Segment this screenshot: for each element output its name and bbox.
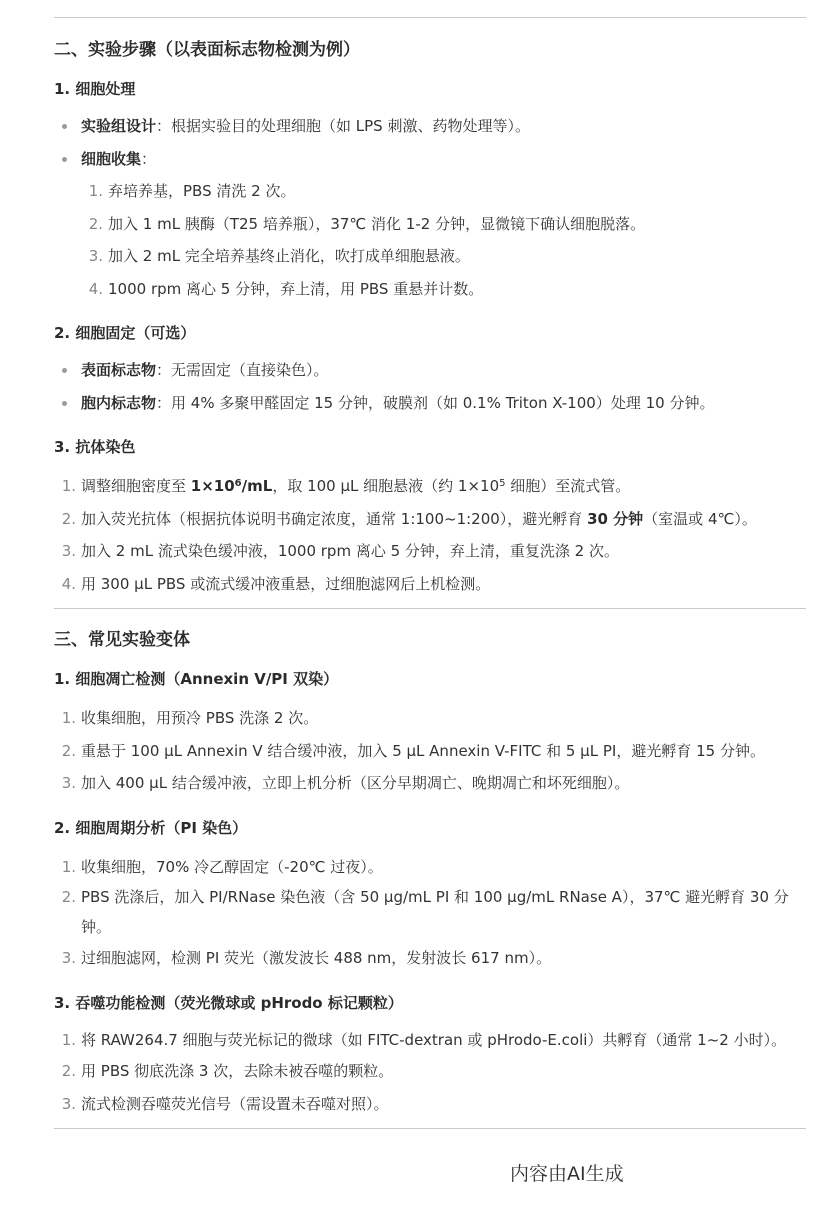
step-number: 2. xyxy=(61,1062,76,1080)
item-label: 胞内标志物 xyxy=(81,393,157,412)
superscript: 5 xyxy=(499,478,506,489)
step-number: 1. xyxy=(88,182,103,200)
step-text: 弃培养基，PBS 清洗 2 次。 xyxy=(108,182,296,200)
step-text: 1000 rpm 离心 5 分钟，弃上清，用 PBS 重悬并计数。 xyxy=(108,279,484,298)
step-number: 2. xyxy=(61,888,76,906)
step-item xyxy=(54,883,806,942)
item-label: 细胞收集 xyxy=(81,149,142,168)
section-heading-experiment-steps: 二、实验步骤（以表面标志物检测为例） xyxy=(54,40,360,60)
step-number: 1. xyxy=(61,477,76,495)
divider xyxy=(54,608,806,609)
step-item xyxy=(54,1026,806,1056)
list-item xyxy=(54,387,806,420)
step-text: 过细胞滤网，检测 PI 荧光（激发波长 488 nm，发射波长 617 nm）。 xyxy=(81,949,552,967)
divider xyxy=(54,17,806,18)
step-number: 3. xyxy=(61,542,76,560)
step-number: 3. xyxy=(61,774,76,792)
step-text: 加入 400 µL 结合缓冲液，立即上机分析（区分早期凋亡、晚期凋亡和坏死细胞）。 xyxy=(81,774,630,792)
step-number: 1. xyxy=(61,1030,76,1049)
subheading-antibody-staining: 3. 抗体染色 xyxy=(54,438,136,456)
cell-harvest-steps xyxy=(54,175,806,305)
step-number: 2. xyxy=(61,509,76,528)
list-item xyxy=(54,110,806,143)
step-text: 加入 1 mL 胰酶（T25 培养瓶），37℃ 消化 1-2 分钟，显微镜下确认细胞脱落。 xyxy=(108,214,646,233)
item-text: ：用 4% 多聚甲醛固定 15 分钟，破膜剂（如 0.1% Triton X-100）处理 10 分钟。 xyxy=(156,393,715,412)
antibody-staining-steps xyxy=(54,470,806,600)
step-item xyxy=(54,240,806,273)
step-number: 4. xyxy=(61,574,76,593)
step-text: 收集细胞，用预冷 PBS 洗涤 2 次。 xyxy=(81,709,319,727)
incubation-time: 30 分钟 xyxy=(587,509,644,528)
item-text: ：无需固定（直接染色）。 xyxy=(156,361,329,379)
item-label: 表面标志物 xyxy=(81,361,157,379)
step-text: 加入 2 mL 完全培养基终止消化，吹打成单细胞悬液。 xyxy=(108,247,470,265)
text-part: ，取 100 µL 细胞悬液（约 1×10 xyxy=(272,477,500,495)
list-item xyxy=(54,354,806,387)
step-text: 重悬于 100 µL Annexin V 结合缓冲液，加入 5 µL Annexin V-FITC 和 5 µL PI，避光孵育 15 分钟。 xyxy=(81,741,765,760)
text-part: 细胞）至流式管。 xyxy=(505,477,631,495)
section-heading-variants: 三、常见实验变体 xyxy=(54,630,190,650)
step-item xyxy=(54,1055,806,1088)
text-part: 1×10 xyxy=(190,477,235,495)
step-item xyxy=(54,208,806,241)
subheading-apoptosis: 1. 细胞凋亡检测（Annexin V/PI 双染） xyxy=(54,670,339,688)
cell-processing-list xyxy=(54,110,806,175)
apoptosis-steps xyxy=(54,702,806,800)
phagocytosis-steps xyxy=(54,1026,806,1121)
step-text xyxy=(81,470,806,503)
step-number: 3. xyxy=(88,247,103,265)
step-number: 4. xyxy=(88,279,103,298)
step-number: 1. xyxy=(61,709,76,727)
step-item xyxy=(54,1088,806,1121)
step-text: PBS 洗涤后，加入 PI/RNase 染色液（含 50 µg/mL PI 和 100 µg/mL RNase A），37℃ 避光孵育 30 分钟。 xyxy=(81,888,789,936)
subheading-cell-processing: 1. 细胞处理 xyxy=(54,80,136,98)
step-text: 流式检测吞噬荧光信号（需设置未吞噬对照）。 xyxy=(81,1094,389,1113)
step-number: 3. xyxy=(61,949,76,967)
cell-density-value xyxy=(191,477,273,495)
step-text: 用 PBS 彻底洗涤 3 次，去除未被吞噬的颗粒。 xyxy=(81,1062,394,1080)
list-item xyxy=(54,143,806,176)
subheading-cell-fixation: 2. 细胞固定（可选） xyxy=(54,324,196,342)
step-item xyxy=(54,942,806,975)
step-item xyxy=(54,535,806,568)
text-part: /mL xyxy=(241,477,273,495)
step-number: 3. xyxy=(61,1094,76,1113)
item-text: ： xyxy=(141,149,157,168)
ai-generated-watermark: 内容由AI生成 xyxy=(510,1163,624,1185)
cell-fixation-list xyxy=(54,354,806,419)
text-part: 调整细胞密度至 xyxy=(81,477,191,495)
step-item xyxy=(54,175,806,208)
step-item xyxy=(54,767,806,800)
step-item xyxy=(54,702,806,735)
text-part: （室温或 4℃）。 xyxy=(643,509,757,528)
step-item xyxy=(54,735,806,768)
subheading-cell-cycle: 2. 细胞周期分析（PI 染色） xyxy=(54,818,248,837)
step-text: 收集细胞，70% 冷乙醇固定（-20℃ 过夜）。 xyxy=(81,857,383,876)
step-item xyxy=(54,273,806,306)
step-number: 1. xyxy=(61,857,76,876)
divider xyxy=(54,1128,806,1129)
step-number: 2. xyxy=(61,741,76,760)
step-number: 2. xyxy=(88,214,103,233)
item-text: ：根据实验目的处理细胞（如 LPS 刺激、药物处理等）。 xyxy=(156,117,530,135)
step-text: 用 300 µL PBS 或流式缓冲液重悬，过细胞滤网后上机检测。 xyxy=(81,574,491,593)
step-text: 将 RAW264.7 细胞与荧光标记的微球（如 FITC-dextran 或 pHrodo-E.coli）共孵育（通常 1~2 小时）。 xyxy=(81,1030,787,1049)
step-text xyxy=(81,503,806,536)
document-body xyxy=(54,0,806,1129)
step-text: 加入 2 mL 流式染色缓冲液，1000 rpm 离心 5 分钟，弃上清，重复洗涤 2 次。 xyxy=(81,542,619,560)
step-item xyxy=(54,568,806,601)
item-label: 实验组设计 xyxy=(81,117,157,135)
superscript: 6 xyxy=(234,478,242,489)
cell-cycle-steps xyxy=(54,851,806,975)
text-part: 加入荧光抗体（根据抗体说明书确定浓度，通常 1:100~1:200），避光孵育 xyxy=(81,509,588,528)
subheading-phagocytosis: 3. 吞噬功能检测（荧光微球或 pHrodo 标记颗粒） xyxy=(54,993,403,1012)
step-item xyxy=(54,503,806,536)
step-item xyxy=(54,470,806,503)
step-item xyxy=(54,851,806,884)
